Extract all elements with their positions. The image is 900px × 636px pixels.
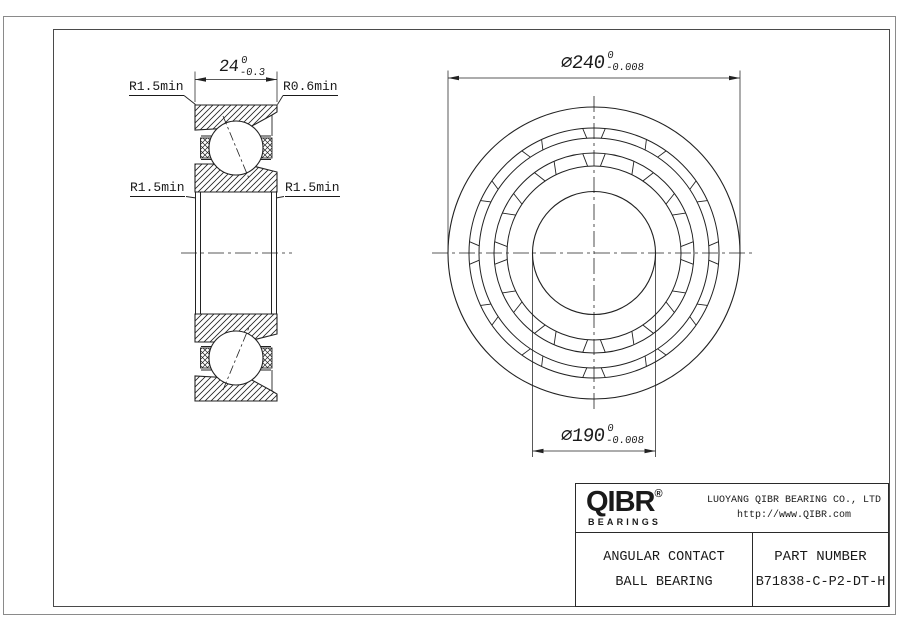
cage-pocket-edge [600,340,605,353]
cage-pocket-edge [583,154,588,167]
part-number-label: PART NUMBER [774,549,867,565]
arrowhead [645,449,656,454]
cage-pocket-edge [492,317,498,326]
cage-pocket-edge [601,368,605,378]
cage-pocket-edge [645,140,646,151]
arrowhead [195,77,206,82]
arrowhead [266,77,277,82]
company-name: LUOYANG QIBR BEARING CO., LTD [706,495,882,506]
radius-callout-top-left: R1.5min [129,79,184,94]
cage-pocket-edge [522,151,531,157]
cage-pocket-edge [522,349,531,355]
leader-line [278,96,284,105]
cage-pocket-edge [690,317,696,326]
section-bottom-half [195,314,277,401]
bearing-section-view [181,105,292,401]
cage-pocket-edge [535,173,546,181]
cage-pocket-edge [481,201,492,202]
cage-pocket-edge [645,356,646,367]
cage-pocket-edge [666,302,674,313]
company-url: http://www.QIBR.com [736,510,852,521]
title-block [575,483,889,607]
cage-pocket-edge [632,161,634,174]
ball [209,331,263,385]
cage-pocket-edge [470,260,480,264]
dimension-outer-diameter [560,50,646,74]
radius-callout-top-right: R0.6min [283,79,338,94]
cage-pocket-edge [643,173,654,181]
cage-pocket-edge [495,242,508,247]
arrowhead [448,76,459,81]
cage-pocket-edge [672,213,685,215]
cage-pocket-edge [709,242,719,246]
section-top-half [195,105,277,192]
cage-pocket-edge [514,302,522,313]
cage-pocket-edge [554,161,556,174]
leader-line [276,197,284,199]
leader-line [184,96,196,105]
radius-callout-mid-left: R1.5min [130,180,185,195]
part-number-cell [753,533,888,606]
title-block-header-row [576,484,888,533]
cage-pocket-edge [601,129,605,139]
cage-pocket-edge [681,259,694,264]
cage-pocket-edge [658,151,667,157]
cage-pocket-edge [709,260,719,264]
product-description-cell [576,533,753,606]
dim-od-tolerance: 0 -0.008 [605,50,645,75]
leader-line [186,197,196,199]
cage-pocket-edge [672,291,685,293]
dimension-width [218,55,267,79]
cage-pocket-edge [502,291,515,293]
cage-pocket-edge [535,325,546,333]
cage-pocket-edge [600,154,605,167]
company-logo [576,485,704,528]
cage-pocket-edge [495,259,508,264]
cage-pocket-edge [583,129,587,139]
cage-pocket-edge [583,340,588,353]
cage-pocket-edge [681,242,694,247]
title-block-body-row [576,533,888,606]
cage-pocket-edge [690,181,696,190]
dim-od-value: ∅240 [559,51,606,74]
product-line1: ANGULAR CONTACT [603,549,725,565]
cage-pocket-edge [583,368,587,378]
cage-pocket-edge [492,181,498,190]
cage-pocket-edge [514,194,522,205]
cage-pocket-edge [470,242,480,246]
cage-pocket-edge [542,140,543,151]
part-number-value: B71838-C-P2-DT-H [755,575,886,590]
ball [209,121,263,175]
cage-pocket-edge [658,349,667,355]
cage-pocket-edge [666,194,674,205]
cage-pocket-edge [632,331,634,344]
cage-pocket-edge [643,325,654,333]
dimension-bore-diameter [560,423,646,447]
bearing-front-view [432,96,756,410]
dim-bore-value: ∅190 [559,424,606,447]
arrowhead [729,76,740,81]
cage-pocket-edge [697,201,708,202]
cage-pocket-edge [697,304,708,305]
dim-width-tolerance: 0 -0.3 [239,55,266,80]
arrowhead [533,449,544,454]
logo-text: QIBR® [586,485,663,518]
cage-pocket-edge [554,331,556,344]
dim-width-value: 24 [218,57,240,77]
product-line2: BALL BEARING [615,574,713,590]
dim-bore-tolerance: 0 -0.008 [605,423,645,448]
registered-trademark-icon: ® [654,487,663,500]
cage-pocket-edge [481,304,492,305]
logo-subtext: BEARINGS [588,517,662,528]
cage-pocket-edge [502,213,515,215]
radius-callout-mid-right: R1.5min [285,180,340,195]
cage-pocket-edge [542,356,543,367]
company-info [704,495,888,521]
